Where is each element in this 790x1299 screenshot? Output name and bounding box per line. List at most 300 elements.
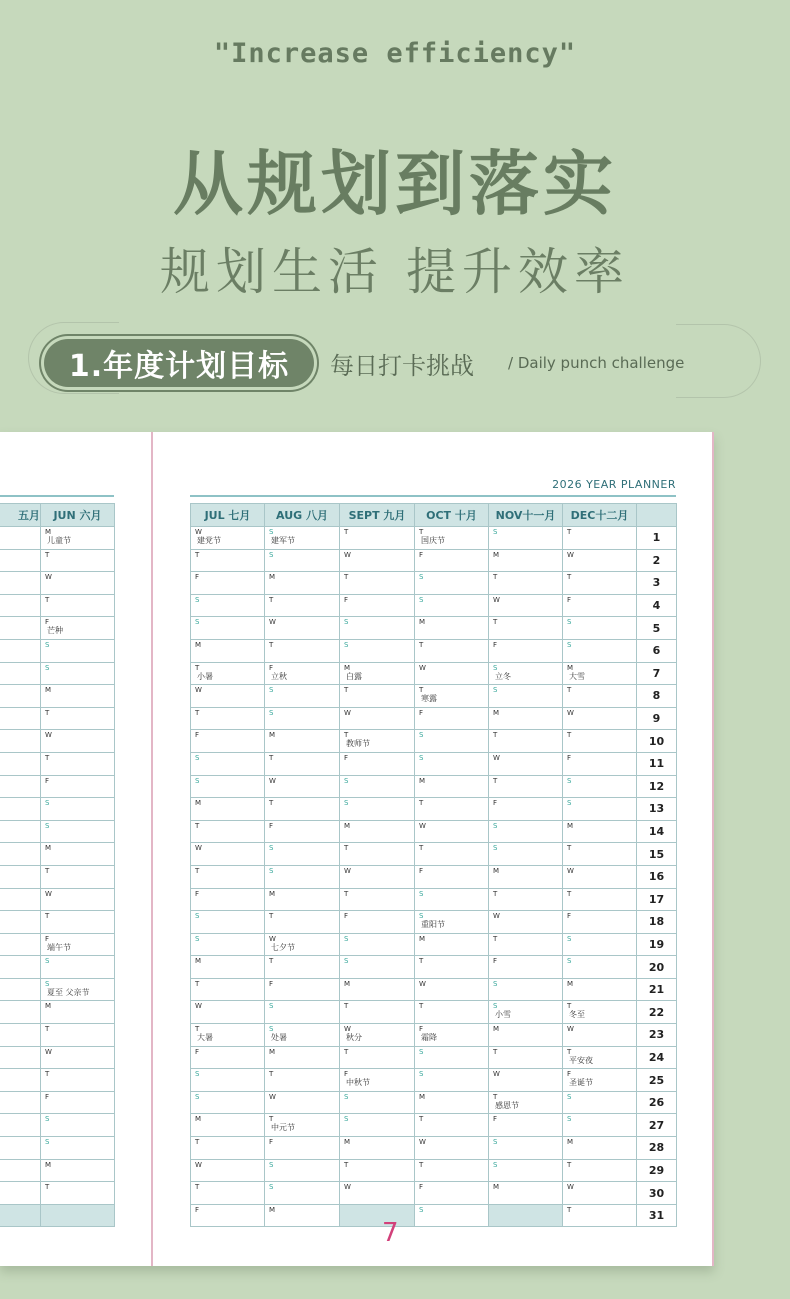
day-cell bbox=[563, 572, 637, 595]
table-row bbox=[191, 572, 677, 595]
weekday-letter: F bbox=[493, 957, 498, 966]
table-row bbox=[191, 775, 677, 798]
weekday-letter: T bbox=[493, 776, 498, 785]
may-cell bbox=[0, 1001, 41, 1024]
may-cell bbox=[0, 527, 41, 550]
weekday-letter: T bbox=[344, 889, 349, 898]
weekday-letter: S bbox=[493, 1002, 498, 1011]
weekday-letter: T bbox=[195, 979, 200, 988]
weekday-letter: F bbox=[195, 889, 200, 898]
day-cell bbox=[191, 617, 265, 640]
left-page-calendar bbox=[0, 503, 115, 1227]
day-cell bbox=[489, 549, 563, 572]
weekday-letter: M bbox=[493, 708, 500, 717]
holiday-note: 重阳节 bbox=[421, 920, 445, 930]
weekday-letter: M bbox=[344, 979, 351, 988]
weekday-letter: S bbox=[45, 979, 50, 988]
day-cell bbox=[563, 639, 637, 662]
weekday-letter: S bbox=[344, 776, 349, 785]
weekday-letter: S bbox=[567, 776, 572, 785]
weekday-letter: M bbox=[493, 1183, 500, 1192]
day-cell bbox=[41, 798, 115, 821]
day-cell bbox=[489, 911, 563, 934]
weekday-letter: S bbox=[493, 844, 498, 853]
day-cell bbox=[340, 549, 415, 572]
weekday-letter: W bbox=[344, 708, 351, 717]
month-header: JUL 七月 bbox=[191, 504, 265, 527]
weekday-letter: W bbox=[493, 1070, 500, 1079]
weekday-letter: T bbox=[269, 912, 274, 921]
day-cell bbox=[563, 707, 637, 730]
day-cell bbox=[563, 865, 637, 888]
day-cell bbox=[340, 527, 415, 550]
day-cell bbox=[489, 1182, 563, 1205]
weekday-letter: W bbox=[344, 1183, 351, 1192]
day-cell bbox=[489, 843, 563, 866]
weekday-letter: W bbox=[567, 1183, 574, 1192]
day-cell bbox=[563, 820, 637, 843]
holiday-note: 端午节 bbox=[47, 942, 71, 952]
weekday-letter: T bbox=[344, 1160, 349, 1169]
day-cell bbox=[340, 662, 415, 685]
day-cell bbox=[563, 1046, 637, 1069]
weekday-letter: M bbox=[567, 663, 574, 672]
day-cell bbox=[415, 798, 489, 821]
weekday-letter: T bbox=[195, 1138, 200, 1147]
may-cell bbox=[0, 1159, 41, 1182]
may-cell bbox=[0, 911, 41, 934]
weekday-letter: S bbox=[493, 979, 498, 988]
day-cell bbox=[563, 617, 637, 640]
may-cell bbox=[0, 798, 41, 821]
weekday-letter: F bbox=[419, 708, 424, 717]
day-number: 15 bbox=[637, 843, 677, 866]
weekday-letter: W bbox=[493, 753, 500, 762]
weekday-letter: T bbox=[567, 731, 572, 740]
weekday-letter: M bbox=[493, 866, 500, 875]
day-cell bbox=[340, 617, 415, 640]
weekday-letter: M bbox=[45, 686, 52, 695]
day-cell bbox=[265, 594, 340, 617]
day-number: 2 bbox=[637, 549, 677, 572]
weekday-letter: W bbox=[269, 618, 276, 627]
day-cell bbox=[563, 1024, 637, 1047]
month-header: NOV十一月 bbox=[489, 504, 563, 527]
may-cell bbox=[0, 572, 41, 595]
day-cell bbox=[563, 978, 637, 1001]
table-row bbox=[191, 1204, 677, 1227]
day-cell bbox=[563, 1069, 637, 1092]
day-cell bbox=[265, 978, 340, 1001]
weekday-letter: T bbox=[344, 731, 349, 740]
weekday-letter: T bbox=[567, 844, 572, 853]
day-cell bbox=[415, 707, 489, 730]
day-cell bbox=[265, 1024, 340, 1047]
weekday-letter: S bbox=[45, 821, 50, 830]
day-cell bbox=[415, 617, 489, 640]
day-cell bbox=[415, 685, 489, 708]
table-row bbox=[0, 639, 115, 662]
day-cell bbox=[265, 1159, 340, 1182]
weekday-letter: S bbox=[493, 528, 498, 536]
day-cell bbox=[41, 662, 115, 685]
day-cell bbox=[415, 549, 489, 572]
weekday-letter: T bbox=[269, 1115, 274, 1124]
day-cell bbox=[340, 594, 415, 617]
day-cell bbox=[191, 1069, 265, 1092]
day-cell bbox=[563, 798, 637, 821]
weekday-letter: F bbox=[45, 618, 50, 627]
day-cell bbox=[41, 865, 115, 888]
weekday-letter: F bbox=[344, 912, 349, 921]
day-number: 28 bbox=[637, 1137, 677, 1160]
day-cell bbox=[41, 956, 115, 979]
day-cell bbox=[41, 594, 115, 617]
weekday-letter: S bbox=[195, 1092, 200, 1101]
weekday-letter: T bbox=[45, 595, 50, 604]
day-cell bbox=[415, 1114, 489, 1137]
weekday-letter: S bbox=[269, 686, 274, 695]
day-cell bbox=[265, 639, 340, 662]
day-cell bbox=[191, 549, 265, 572]
day-cell bbox=[340, 1137, 415, 1160]
weekday-letter: T bbox=[419, 640, 424, 649]
weekday-letter: T bbox=[493, 1047, 498, 1056]
weekday-letter: F bbox=[344, 1070, 349, 1079]
holiday-note: 小雪 bbox=[495, 1010, 511, 1020]
day-number: 29 bbox=[637, 1159, 677, 1182]
month-header: 五月 bbox=[0, 504, 41, 527]
day-number: 20 bbox=[637, 956, 677, 979]
weekday-letter: M bbox=[45, 1002, 52, 1011]
day-cell bbox=[41, 685, 115, 708]
weekday-letter: W bbox=[419, 663, 426, 672]
weekday-letter: S bbox=[493, 663, 498, 672]
table-row bbox=[191, 911, 677, 934]
day-cell bbox=[191, 1091, 265, 1114]
may-cell bbox=[0, 1046, 41, 1069]
table-row bbox=[0, 1114, 115, 1137]
weekday-letter: F bbox=[269, 663, 274, 672]
day-cell bbox=[563, 1182, 637, 1205]
month-header: OCT 十月 bbox=[415, 504, 489, 527]
day-cell bbox=[489, 1204, 563, 1227]
day-cell bbox=[415, 572, 489, 595]
weekday-letter: M bbox=[45, 1160, 52, 1169]
weekday-letter: F bbox=[269, 1138, 274, 1147]
weekday-letter: T bbox=[195, 708, 200, 717]
weekday-letter: M bbox=[567, 1138, 574, 1147]
table-row bbox=[0, 1091, 115, 1114]
table-row bbox=[191, 1137, 677, 1160]
day-cell bbox=[563, 662, 637, 685]
weekday-letter: T bbox=[567, 1002, 572, 1011]
weekday-letter: S bbox=[195, 753, 200, 762]
table-row bbox=[191, 527, 677, 550]
may-cell bbox=[0, 730, 41, 753]
day-cell bbox=[191, 685, 265, 708]
table-row bbox=[0, 662, 115, 685]
day-cell bbox=[191, 707, 265, 730]
day-cell bbox=[41, 1091, 115, 1114]
day-cell bbox=[191, 933, 265, 956]
day-cell bbox=[41, 911, 115, 934]
weekday-letter: W bbox=[344, 1025, 351, 1034]
weekday-letter: T bbox=[344, 573, 349, 582]
day-cell bbox=[265, 911, 340, 934]
weekday-letter: S bbox=[195, 1070, 200, 1079]
holiday-note: 大雪 bbox=[569, 671, 585, 681]
weekday-letter: S bbox=[344, 799, 349, 808]
day-cell bbox=[489, 639, 563, 662]
day-cell bbox=[415, 1091, 489, 1114]
day-number: 13 bbox=[637, 798, 677, 821]
day-cell bbox=[191, 1001, 265, 1024]
table-row bbox=[191, 594, 677, 617]
day-cell bbox=[415, 1137, 489, 1160]
day-number: 25 bbox=[637, 1069, 677, 1092]
weekday-letter: T bbox=[419, 799, 424, 808]
table-row bbox=[191, 1001, 677, 1024]
weekday-letter: T bbox=[419, 528, 424, 536]
day-cell bbox=[41, 549, 115, 572]
day-number: 30 bbox=[637, 1182, 677, 1205]
day-number: 27 bbox=[637, 1114, 677, 1137]
weekday-letter: S bbox=[269, 550, 274, 559]
day-cell bbox=[191, 1182, 265, 1205]
may-cell bbox=[0, 639, 41, 662]
weekday-letter: S bbox=[419, 731, 424, 740]
weekday-letter: T bbox=[493, 1092, 498, 1101]
weekday-letter: M bbox=[567, 979, 574, 988]
page-title: 从规划到落实 bbox=[173, 143, 617, 225]
day-cell bbox=[340, 1182, 415, 1205]
may-cell bbox=[0, 1114, 41, 1137]
section-label-badge: 1.年度计划目标 bbox=[44, 339, 314, 387]
weekday-letter: T bbox=[419, 1160, 424, 1169]
holiday-note: 中秋节 bbox=[346, 1078, 370, 1088]
day-cell bbox=[265, 730, 340, 753]
weekday-letter: S bbox=[419, 753, 424, 762]
day-cell bbox=[340, 911, 415, 934]
day-cell bbox=[489, 685, 563, 708]
day-cell bbox=[340, 1204, 415, 1227]
weekday-letter: T bbox=[195, 1183, 200, 1192]
weekday-letter: T bbox=[493, 731, 498, 740]
holiday-note: 霜降 bbox=[421, 1033, 437, 1043]
day-number: 4 bbox=[637, 594, 677, 617]
table-row bbox=[0, 594, 115, 617]
table-row bbox=[191, 639, 677, 662]
weekday-letter: M bbox=[269, 731, 276, 740]
quote-text: "Increase efficiency" bbox=[213, 38, 577, 69]
table-row bbox=[0, 1159, 115, 1182]
day-cell bbox=[41, 639, 115, 662]
day-cell bbox=[489, 1091, 563, 1114]
day-cell bbox=[489, 594, 563, 617]
holiday-note: 处暑 bbox=[271, 1033, 287, 1043]
day-cell bbox=[340, 685, 415, 708]
table-row bbox=[0, 956, 115, 979]
weekday-letter: T bbox=[567, 686, 572, 695]
weekday-letter: S bbox=[419, 1070, 424, 1079]
weekday-letter: S bbox=[344, 640, 349, 649]
weekday-letter: T bbox=[269, 1070, 274, 1079]
weekday-letter: S bbox=[493, 821, 498, 830]
day-cell bbox=[340, 1046, 415, 1069]
day-cell bbox=[41, 1137, 115, 1160]
day-cell bbox=[265, 617, 340, 640]
weekday-letter: F bbox=[344, 753, 349, 762]
table-row bbox=[191, 1159, 677, 1182]
day-cell bbox=[489, 707, 563, 730]
may-cell bbox=[0, 865, 41, 888]
day-cell bbox=[415, 820, 489, 843]
day-cell bbox=[41, 1204, 115, 1227]
may-cell bbox=[0, 775, 41, 798]
weekday-letter: T bbox=[45, 912, 50, 921]
weekday-letter: W bbox=[45, 573, 52, 582]
weekday-letter: F bbox=[419, 1025, 424, 1034]
weekday-letter: T bbox=[195, 866, 200, 875]
table-row bbox=[191, 1114, 677, 1137]
day-cell bbox=[191, 752, 265, 775]
table-row bbox=[191, 1024, 677, 1047]
table-row bbox=[0, 572, 115, 595]
weekday-letter: F bbox=[45, 934, 50, 943]
weekday-letter: S bbox=[45, 663, 50, 672]
weekday-letter: T bbox=[493, 573, 498, 582]
day-cell bbox=[265, 956, 340, 979]
table-row bbox=[0, 798, 115, 821]
weekday-letter: S bbox=[269, 1183, 274, 1192]
weekday-letter: M bbox=[344, 1138, 351, 1147]
weekday-letter: S bbox=[269, 528, 274, 536]
day-cell bbox=[265, 572, 340, 595]
weekday-letter: T bbox=[45, 1183, 50, 1192]
day-cell bbox=[563, 1001, 637, 1024]
weekday-letter: W bbox=[269, 776, 276, 785]
weekday-letter: T bbox=[344, 686, 349, 695]
holiday-note: 夏至 父亲节 bbox=[47, 987, 90, 997]
weekday-letter: S bbox=[45, 1138, 50, 1147]
day-cell bbox=[41, 572, 115, 595]
table-row bbox=[0, 1069, 115, 1092]
weekday-letter: T bbox=[195, 1025, 200, 1034]
day-cell bbox=[563, 1114, 637, 1137]
table-row bbox=[0, 617, 115, 640]
weekday-letter: M bbox=[419, 618, 426, 627]
table-row bbox=[0, 730, 115, 753]
day-number: 12 bbox=[637, 775, 677, 798]
weekday-letter: T bbox=[344, 1002, 349, 1011]
weekday-letter: M bbox=[419, 1092, 426, 1101]
weekday-letter: T bbox=[45, 753, 50, 762]
may-cell bbox=[0, 1024, 41, 1047]
day-cell bbox=[191, 1114, 265, 1137]
day-cell bbox=[265, 843, 340, 866]
weekday-letter: F bbox=[269, 979, 274, 988]
table-row bbox=[0, 752, 115, 775]
weekday-letter: S bbox=[419, 573, 424, 582]
may-cell bbox=[0, 1137, 41, 1160]
weekday-letter: S bbox=[567, 640, 572, 649]
weekday-letter: S bbox=[419, 889, 424, 898]
holiday-note: 建军节 bbox=[271, 536, 295, 545]
weekday-letter: W bbox=[493, 595, 500, 604]
weekday-letter: S bbox=[567, 957, 572, 966]
day-cell bbox=[489, 662, 563, 685]
header-rule-right bbox=[190, 495, 676, 497]
weekday-letter: F bbox=[419, 1183, 424, 1192]
may-cell bbox=[0, 888, 41, 911]
day-cell bbox=[415, 911, 489, 934]
weekday-letter: S bbox=[419, 595, 424, 604]
weekday-letter: M bbox=[269, 573, 276, 582]
page-number: 7 bbox=[382, 1218, 399, 1248]
weekday-letter: M bbox=[195, 957, 202, 966]
may-cell bbox=[0, 1182, 41, 1205]
weekday-letter: T bbox=[419, 686, 424, 695]
day-cell bbox=[563, 1137, 637, 1160]
weekday-letter: T bbox=[195, 550, 200, 559]
day-cell bbox=[415, 1001, 489, 1024]
weekday-letter: F bbox=[45, 776, 50, 785]
day-cell bbox=[415, 594, 489, 617]
weekday-letter: S bbox=[195, 618, 200, 627]
holiday-note: 中元节 bbox=[271, 1123, 295, 1133]
may-cell bbox=[0, 594, 41, 617]
daily-challenge-label: 每日打卡挑战 bbox=[330, 352, 474, 380]
day-cell bbox=[489, 798, 563, 821]
weekday-letter: F bbox=[269, 821, 274, 830]
book-spine bbox=[151, 432, 153, 1266]
day-cell bbox=[340, 978, 415, 1001]
table-row bbox=[0, 527, 115, 550]
table-row bbox=[191, 820, 677, 843]
holiday-note: 大暑 bbox=[197, 1033, 213, 1043]
weekday-letter: T bbox=[567, 889, 572, 898]
table-row bbox=[191, 1069, 677, 1092]
weekday-letter: F bbox=[195, 731, 200, 740]
weekday-letter: M bbox=[493, 1025, 500, 1034]
day-cell bbox=[489, 1114, 563, 1137]
day-cell bbox=[340, 775, 415, 798]
weekday-letter: W bbox=[45, 1047, 52, 1056]
weekday-letter: M bbox=[45, 844, 52, 853]
weekday-letter: S bbox=[269, 866, 274, 875]
day-cell bbox=[340, 572, 415, 595]
weekday-letter: S bbox=[269, 1002, 274, 1011]
day-cell bbox=[489, 820, 563, 843]
may-cell bbox=[0, 820, 41, 843]
day-cell bbox=[41, 888, 115, 911]
weekday-letter: T bbox=[419, 1115, 424, 1124]
day-number: 16 bbox=[637, 865, 677, 888]
table-row bbox=[191, 1046, 677, 1069]
table-row bbox=[0, 933, 115, 956]
weekday-letter: S bbox=[45, 640, 50, 649]
weekday-letter: S bbox=[45, 957, 50, 966]
weekday-letter: W bbox=[419, 821, 426, 830]
day-cell bbox=[191, 865, 265, 888]
weekday-letter: W bbox=[195, 528, 202, 536]
table-row bbox=[0, 707, 115, 730]
day-cell bbox=[340, 1114, 415, 1137]
planner-year-label: 2026 YEAR PLANNER bbox=[552, 478, 676, 491]
table-row bbox=[0, 1182, 115, 1205]
weekday-letter: S bbox=[195, 776, 200, 785]
